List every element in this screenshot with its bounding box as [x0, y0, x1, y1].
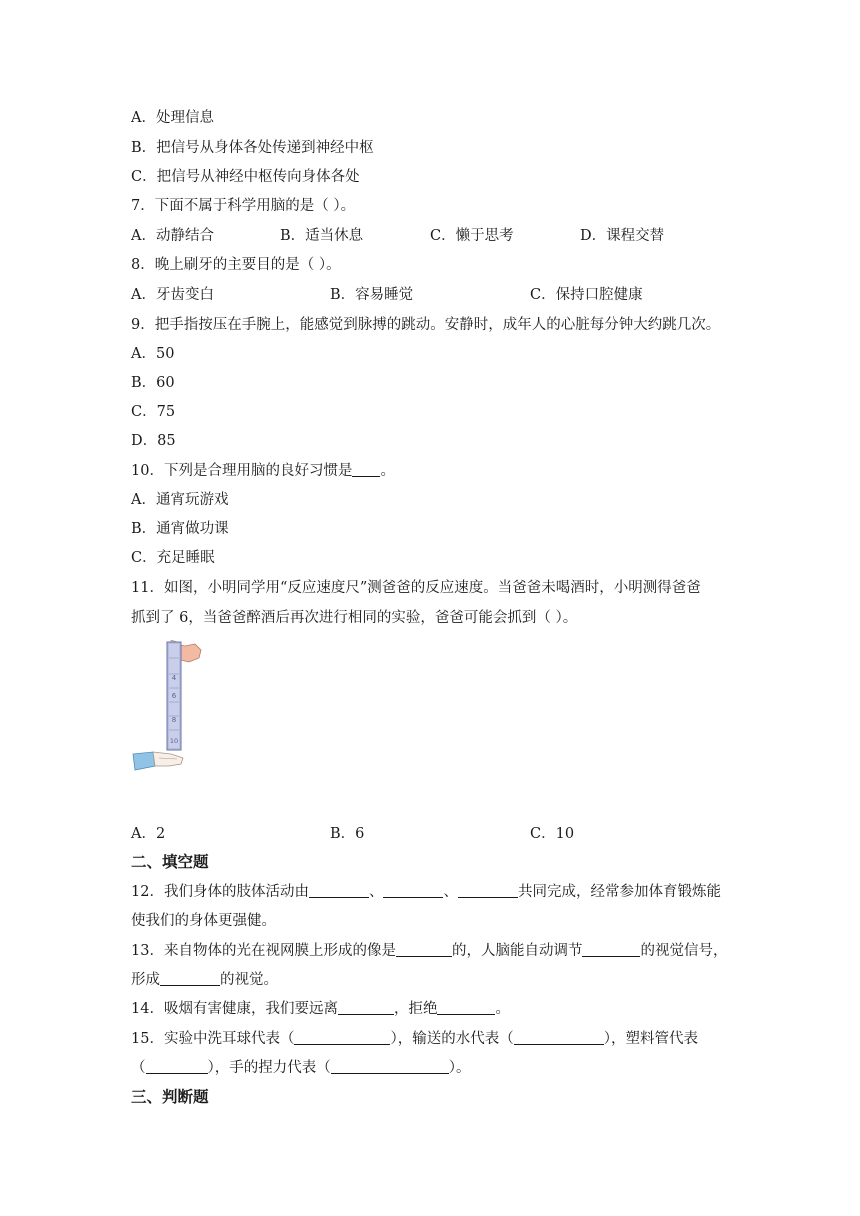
- q15-text: ），手的捏力代表（: [207, 1060, 331, 1076]
- q11-option-c: C．10: [530, 826, 575, 842]
- answer-blank: [331, 1058, 449, 1074]
- q6-option-c: C．把信号从神经中枢传向身体各处: [131, 169, 360, 185]
- q15-text: ），塑料管代表: [603, 1031, 698, 1047]
- reaction-ruler-figure: [131, 640, 211, 780]
- q8-option-a: A．牙齿变白: [131, 287, 214, 303]
- q14-line: [131, 999, 510, 1019]
- q12-line1: [131, 882, 721, 902]
- q8-stem: 8．晚上刷牙的主要目的是（ ）。: [131, 257, 341, 273]
- q11-option-b: B．6: [330, 826, 365, 842]
- q6-option-b: B．把信号从身体各处传递到神经中枢: [131, 140, 374, 156]
- q13-text: 的视觉。: [220, 972, 278, 988]
- q12-text: 12．我们身体的肢体活动由: [131, 884, 309, 900]
- q8-option-b: B．容易睡觉: [330, 287, 414, 303]
- q15-line1: [131, 1029, 698, 1049]
- q12-text: 共同完成，经常参加体育锻炼能: [517, 884, 721, 900]
- q10-stem-text: 10．下列是合理用脑的良好习惯是: [131, 463, 353, 479]
- section-title-true-false: 三、判断题: [131, 1088, 209, 1106]
- answer-blank: [338, 999, 394, 1015]
- q6-option-a: A．处理信息: [131, 110, 214, 126]
- q11-stem-line1: 11．如图，小明同学用“反应速度尺”测爸爸的反应速度。当爸爸未喝酒时，小明测得爸爸: [131, 580, 701, 596]
- answer-blank: [458, 882, 518, 898]
- q13-text: 的视觉信号，: [640, 943, 728, 959]
- q8-option-c: C．保持口腔健康: [530, 287, 643, 303]
- q12-separator: 、: [368, 884, 384, 900]
- q9-stem: 9．把手指按压在手腕上，能感觉到脉搏的跳动。安静时，成年人的心脏每分钟大约跳几次。: [131, 317, 721, 333]
- ruler: [167, 642, 181, 750]
- answer-blank: [146, 1058, 208, 1074]
- q7-stem: 7．下面不属于科学用脑的是（ ）。: [131, 198, 356, 214]
- answer-blank: [309, 882, 369, 898]
- ruler-number-6: 6: [171, 692, 177, 700]
- q10-stem-end: 。: [380, 463, 395, 479]
- q12-line2: 使我们的身体更强健。: [131, 913, 276, 929]
- q10-stem: [131, 461, 395, 481]
- q11-stem-line2: 抓到了 6，当爸爸醉酒后再次进行相同的实验，爸爸可能会抓到（ ）。: [131, 610, 578, 626]
- q14-text: 14．吸烟有害健康，我们要远离: [131, 1001, 338, 1017]
- q13-text: 的，人脑能自动调节: [451, 943, 583, 959]
- q15-line2: [131, 1058, 471, 1078]
- q15-text: ）。: [448, 1060, 471, 1076]
- q15-text: 15．实验中洗耳球代表（: [131, 1031, 295, 1047]
- q9-option-a: A．50: [131, 346, 175, 362]
- q13-line2: [131, 970, 278, 990]
- q10-option-c: C．充足睡眠: [131, 550, 215, 566]
- q7-option-b: B．适当休息: [280, 228, 364, 244]
- answer-blank: [514, 1029, 604, 1045]
- q14-text: 。: [495, 1001, 510, 1017]
- ruler-number-10: 10: [169, 737, 179, 745]
- answer-blank: [582, 941, 640, 957]
- q10-option-b: B．通宵做功课: [131, 521, 229, 537]
- q7-option-d: D．课程交替: [580, 228, 665, 244]
- q14-text: ，拒绝: [393, 1001, 438, 1017]
- answer-blank: [160, 970, 220, 986]
- q13-text: 13．来自物体的光在视网膜上形成的像是: [131, 943, 396, 959]
- q13-text: 形成: [131, 972, 160, 988]
- section-title-fill-in: 二、填空题: [131, 853, 209, 871]
- q9-option-d: D．85: [131, 433, 176, 449]
- answer-blank: [294, 1029, 390, 1045]
- ruler-number-8: 8: [171, 716, 177, 724]
- q7-option-c: C．懒于思考: [430, 228, 514, 244]
- q9-option-b: B．60: [131, 375, 175, 391]
- q15-text: ），输送的水代表（: [390, 1031, 514, 1047]
- answer-blank: [437, 999, 495, 1015]
- q13-line1: [131, 941, 727, 961]
- q11-option-a: A．2: [131, 826, 166, 842]
- ruler-number-4: 4: [171, 674, 177, 682]
- answer-blank: [352, 461, 380, 477]
- catching-hand-icon: [133, 752, 183, 770]
- answer-blank: [396, 941, 452, 957]
- q10-option-a: A．通宵玩游戏: [131, 492, 229, 508]
- q12-separator: 、: [443, 884, 458, 900]
- q7-option-a: A．动静结合: [131, 228, 214, 244]
- q9-option-c: C．75: [131, 404, 176, 420]
- answer-blank: [383, 882, 443, 898]
- q15-text: （: [131, 1060, 146, 1076]
